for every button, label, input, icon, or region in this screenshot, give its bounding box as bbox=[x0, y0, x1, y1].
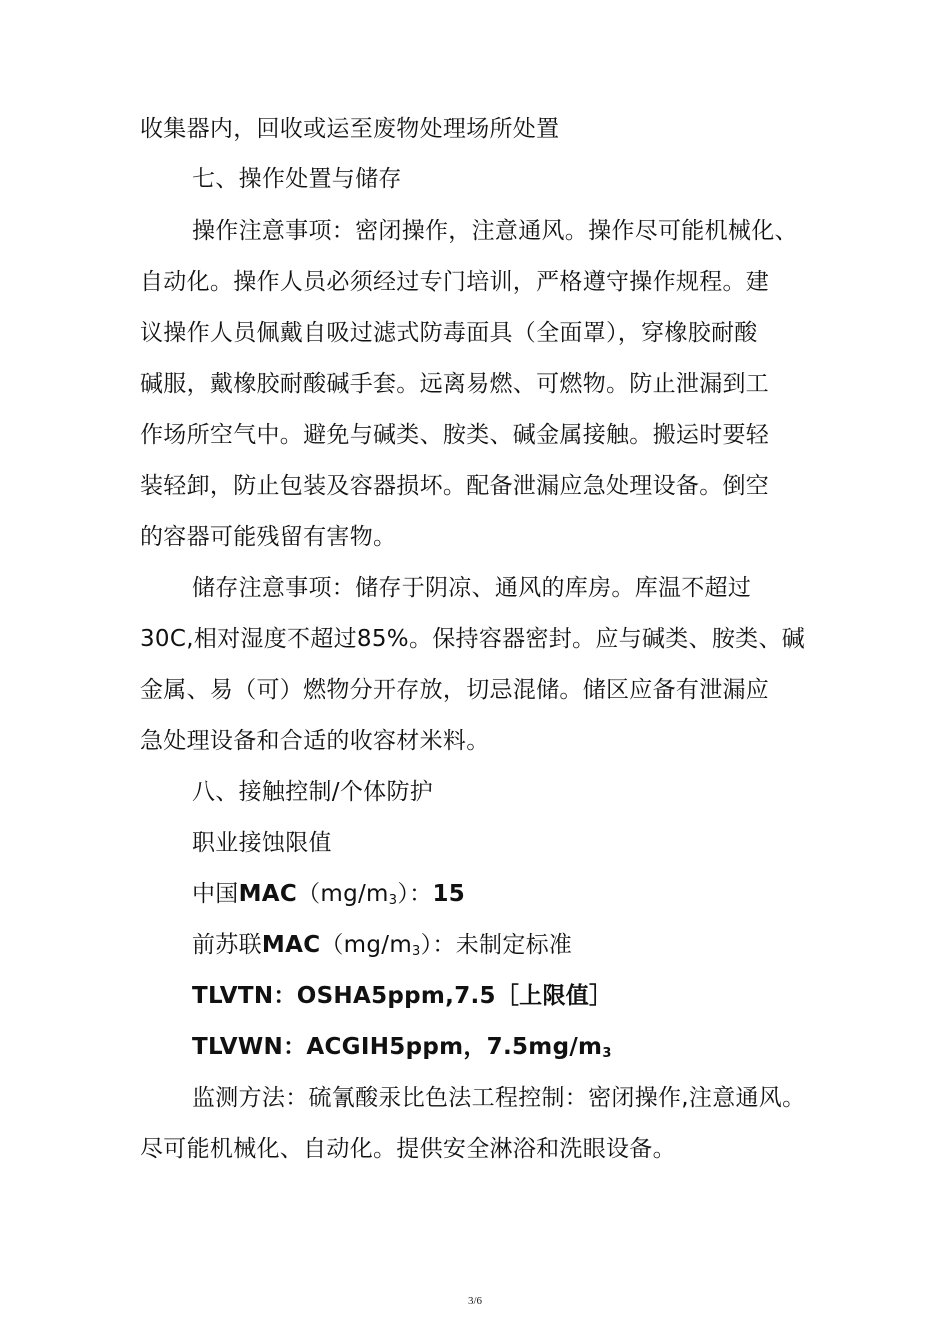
tlvtn-line: TLVTN：OSHA5ppm,7.5［上限值］ bbox=[192, 983, 613, 1009]
mac-china-code: MAC bbox=[238, 881, 298, 907]
page-number: 3/6 bbox=[467, 1295, 483, 1307]
mac-china-value: 15 bbox=[432, 881, 466, 907]
text-line-4: 自动化。操作人员必须经过专门培训，严格遵守操作规程。建 bbox=[140, 269, 770, 295]
monitor-line-1: 监测方法：硫氰酸汞比色法工程控制：密闭操作,注意通风。 bbox=[192, 1085, 806, 1111]
tlvwn-sub: 3 bbox=[602, 1046, 612, 1061]
text-line-15: 职业接蚀限值 bbox=[192, 830, 332, 856]
mac-ussr-code: MAC bbox=[261, 932, 321, 958]
mac-china-prefix: 中国 bbox=[192, 881, 239, 907]
mac-china-line bbox=[192, 879, 465, 916]
mac-ussr-unit-sub: 3 bbox=[412, 944, 421, 959]
text-line-12: 金属、易（可）燃物分开存放，切忌混储。储区应备有泄漏应 bbox=[140, 677, 770, 703]
text-line-7: 作场所空气中。避免与碱类、胺类、碱金属接触。搬运时要轻 bbox=[140, 422, 770, 448]
text-line-1: 收集器内，回收或运至废物处理场所处置 bbox=[140, 116, 560, 142]
mac-ussr-value: 未制定标准 bbox=[455, 932, 573, 958]
mac-china-unit-open: （mg/m bbox=[297, 881, 389, 907]
section-heading-storage: 七、操作处置与储存 bbox=[192, 166, 402, 192]
mac-ussr-unit-close: ）： bbox=[420, 932, 456, 958]
mac-china-unit-close: ）： bbox=[397, 881, 433, 907]
mac-china-unit-sub: 3 bbox=[388, 893, 398, 908]
text-line-10: 储存注意事项：储存于阴凉、通风的库房。库温不超过 bbox=[192, 575, 752, 601]
text-line-11: 30C,相对湿度不超过85%。保持容器密封。应与碱类、胺类、碱 bbox=[140, 626, 806, 652]
mac-ussr-line bbox=[192, 930, 572, 967]
text-line-5: 议操作人员佩戴自吸过滤式防毒面具（全面罩），穿橡胶耐酸 bbox=[140, 320, 758, 346]
section-heading-exposure: 八、接触控制/个体防护 bbox=[192, 779, 434, 805]
tlvwn-main: TLVWN：ACGIH5ppm，7.5mg/m bbox=[192, 1034, 603, 1060]
text-line-6: 碱服，戴橡胶耐酸碱手套。远离易燃、可燃物。防止泄漏到工 bbox=[140, 371, 770, 397]
tlvwn-line bbox=[192, 1032, 612, 1069]
monitor-line-2: 尽可能机械化、自动化。提供安全淋浴和洗眼设备。 bbox=[140, 1136, 676, 1162]
mac-ussr-prefix: 前苏联 bbox=[192, 932, 262, 958]
mac-ussr-unit-open: （mg/m bbox=[320, 932, 413, 958]
text-line-9: 的容器可能残留有害物。 bbox=[140, 524, 397, 550]
text-line-13: 急处理设备和合适的收容材米料。 bbox=[140, 728, 490, 754]
text-line-3: 操作注意事项：密闭操作，注意通风。操作尽可能机械化、 bbox=[192, 218, 798, 244]
text-line-8: 装轻卸，防止包装及容器损坏。配备泄漏应急处理设备。倒空 bbox=[140, 473, 770, 499]
